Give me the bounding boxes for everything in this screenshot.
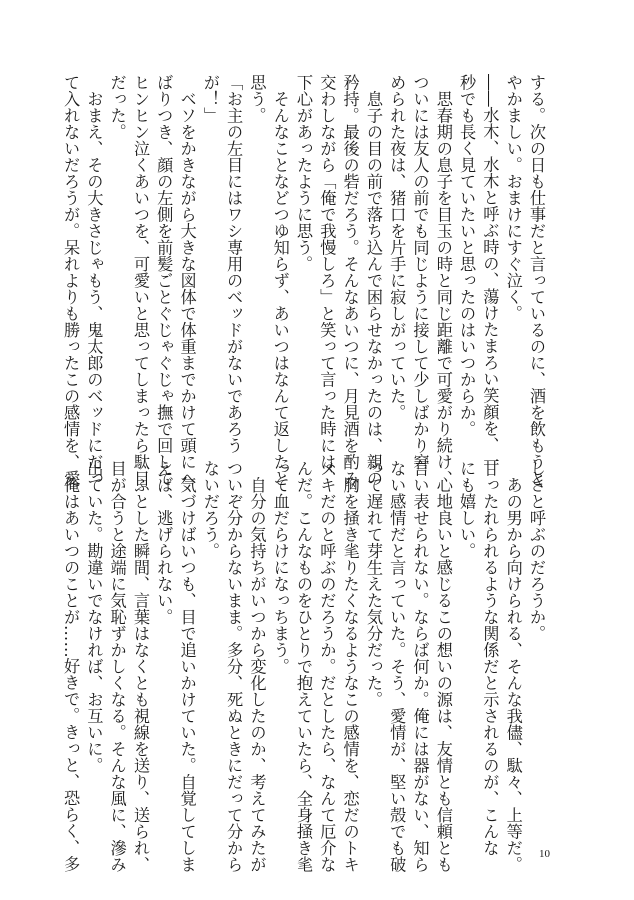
text-line: あの男から向けられる、そんな我儘、駄々、上等だ。 xyxy=(503,460,523,873)
text-line: ついぞ分からないまま。多分、死ぬときにだって分から xyxy=(224,460,244,873)
text-line: って血だらけになっちまう。 xyxy=(270,460,290,675)
text-line: ベソをかきながら大きな図体で体重までかけて頭にへ xyxy=(177,74,197,487)
text-line: ――水木、水木と呼ぶ時の、蕩けたまろい笑顔を、一 xyxy=(480,74,500,470)
text-line: おまえ、その大きさじゃもう、鬼太郎のベッドにだっ xyxy=(84,74,104,487)
text-line: 言い表せられない。ならば何か。俺には器がない、知ら xyxy=(410,460,430,873)
text-line: 甘ったれられるような関係だと示されるのが、こんな xyxy=(480,460,500,856)
text-line: ふとした瞬間、言葉はなくとも視線を送り、送られ、 xyxy=(130,460,150,873)
text-line: 息子の目の前で落ち込んで困らせなかったのは、親の xyxy=(363,74,383,487)
text-block-top xyxy=(59,74,548,487)
text-line: ついには友人の前でも同じように接して少しばかり窘 xyxy=(410,74,430,470)
text-line: って遅れて芽生えた気分だった。 xyxy=(363,460,383,708)
page-number: 10 xyxy=(539,848,550,860)
text-line: 秒でも長く見ていたいと思ったのはいつからか。 xyxy=(457,74,477,437)
text-line: められた夜は、猪口を片手に寂しがっていた。 xyxy=(387,74,407,421)
text-line: 俺はあいつのことが……好きで。きっと、恐らく、多 xyxy=(61,460,81,873)
text-line: が！」 xyxy=(200,74,220,124)
text-line: ない感情だと言っていた。そう、愛情が、堅い殻でも破 xyxy=(387,460,407,873)
text-line: する。次の日も仕事だと言っているのに、酒を飲もうと xyxy=(527,74,546,487)
text-line: 交わしながら「俺で我慢しろ」と笑って言った時には、 xyxy=(317,74,337,487)
text-line: 心地良いと感じるこの想いの源は、友情とも信頼とも xyxy=(433,460,453,873)
text-line: んだ。こんなものをひとりで抱えていたら、全身掻き毟 xyxy=(294,460,314,873)
text-line: 下心があったように思う。 xyxy=(294,74,314,272)
text-line: えば、逃げられない。 xyxy=(154,460,174,625)
text-line: 思春期の息子を目玉の時と同じ距離で可愛がり続け、 xyxy=(433,74,453,487)
text-line: メキだのと呼ぶのだろうか。だとしたら、なんて厄介な xyxy=(317,460,337,873)
text-line: 矜持。最後の砦だろう。そんなあいつに、月見酒を酌み xyxy=(340,74,360,487)
text-line: 出ていた。勘違いでなければ、お互いに。 xyxy=(84,460,104,774)
text-line: だった。 xyxy=(107,74,127,140)
text-line: しさと呼ぶのだろうか。 xyxy=(527,460,546,642)
text-line: ばりつき、顔の左側を前髪ごとぐじゃぐじゃ撫で回して xyxy=(154,74,174,487)
text-line: 思う。 xyxy=(247,74,267,124)
text-line: 胸を掻き毟りたくなるようなこの感情を、恋だのトキ xyxy=(340,460,360,873)
text-line: ヒンヒン泣くあいつを、可愛いと思ってしまったら駄目 xyxy=(130,74,150,487)
text-line: そんなことなどつゆ知らず、あいつはなんて返したと xyxy=(270,74,290,487)
text-line: にも嬉しい。 xyxy=(457,460,477,559)
text-line: 自分の気持ちがいつから変化したのか、考えてみたが xyxy=(247,460,267,873)
text-line: 目が合うと途端に気恥ずかしくなる。そんな風に、滲み xyxy=(107,460,127,873)
text-line: 「お主の左目にはワシ専用のベッドがないであろう xyxy=(224,74,244,454)
text-line: ないだろう。 xyxy=(200,460,220,559)
text-line: て入れないだろうが。呆れよりも勝ったこの感情を、愛 xyxy=(61,74,81,487)
text-line: やかましい。おまけにすぐ泣く。 xyxy=(503,74,523,322)
text-line: 気づけばいつも、目で追いかけていた。自覚してしま xyxy=(177,460,197,873)
